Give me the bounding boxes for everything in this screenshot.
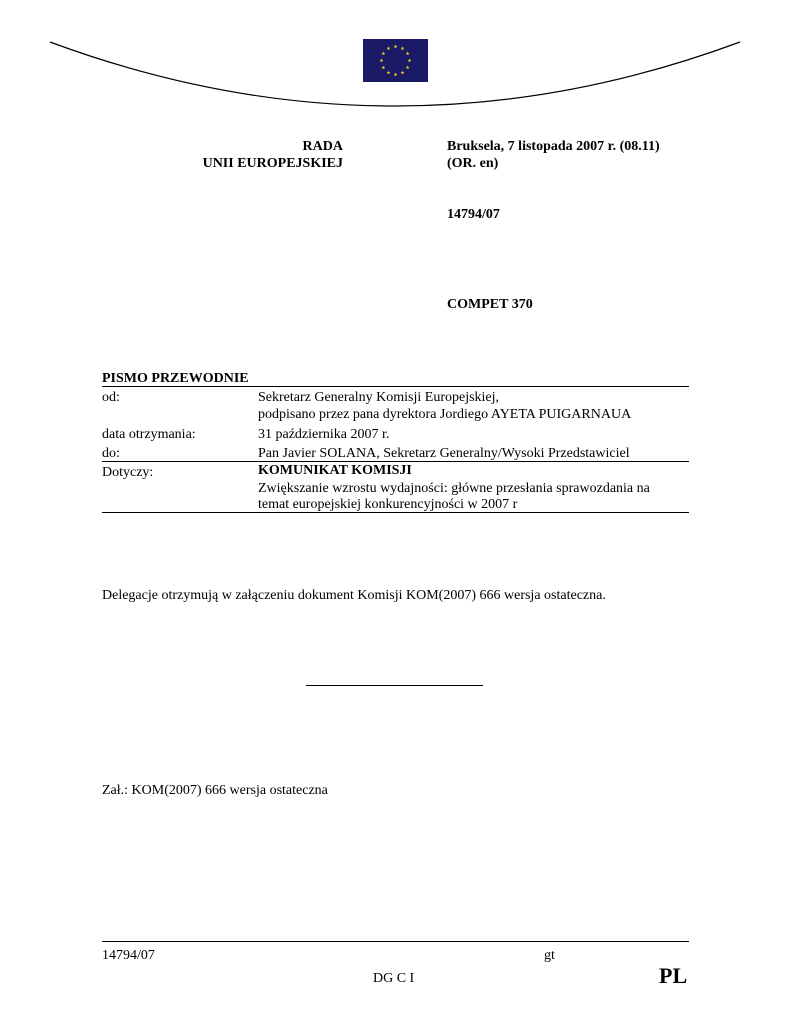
org-name-line1: RADA: [302, 139, 343, 154]
original-language: (OR. en): [447, 156, 499, 171]
place-date: Bruksela, 7 listopada 2007 r. (08.11): [447, 139, 660, 154]
cover-heading: PISMO PRZEWODNIE: [102, 371, 249, 386]
row-received-label: data otrzymania:: [102, 427, 196, 442]
footer-department: DG C I: [373, 971, 415, 986]
footer-language: PL: [659, 963, 688, 988]
row-to-label: do:: [102, 446, 120, 461]
document-number: 14794/07: [447, 207, 500, 222]
subject-title: KOMUNIKAT KOMISJI: [258, 463, 412, 478]
footer-rule: [102, 941, 689, 942]
footer-initials: gt: [544, 948, 555, 963]
eu-flag-icon: [363, 39, 428, 82]
document-code: COMPET 370: [447, 297, 533, 312]
row-to-value: Pan Javier SOLANA, Sekretarz Generalny/Wysoki Przedstawiciel: [258, 446, 630, 461]
row-received-value: 31 października 2007 r.: [258, 427, 390, 442]
cover-rule-bottom: [102, 512, 689, 513]
body-paragraph: Delegacje otrzymują w załączeniu dokument Komisji KOM(2007) 666 wersja ostateczna.: [102, 588, 606, 603]
subject-line-2: temat europejskiej konkurencyjności w 2007 r: [258, 497, 518, 512]
row-from-label: od:: [102, 390, 120, 405]
row-subject-label: Dotyczy:: [102, 465, 154, 480]
footer-doc-number: 14794/07: [102, 948, 155, 963]
separator-line: [306, 685, 483, 686]
org-name-line2: UNII EUROPEJSKIEJ: [202, 156, 343, 171]
subject-line-1: Zwiększanie wzrostu wydajności: główne przesłania sprawozdania na: [258, 481, 650, 496]
cover-rule-top: [102, 386, 689, 387]
row-from-value-1: Sekretarz Generalny Komisji Europejskiej,: [258, 390, 500, 405]
enclosure-note: Zał.: KOM(2007) 666 wersja ostateczna: [102, 783, 328, 798]
row-from-value-2: podpisano przez pana dyrektora Jordiego AYETA PUIGARNAUA: [258, 407, 632, 422]
